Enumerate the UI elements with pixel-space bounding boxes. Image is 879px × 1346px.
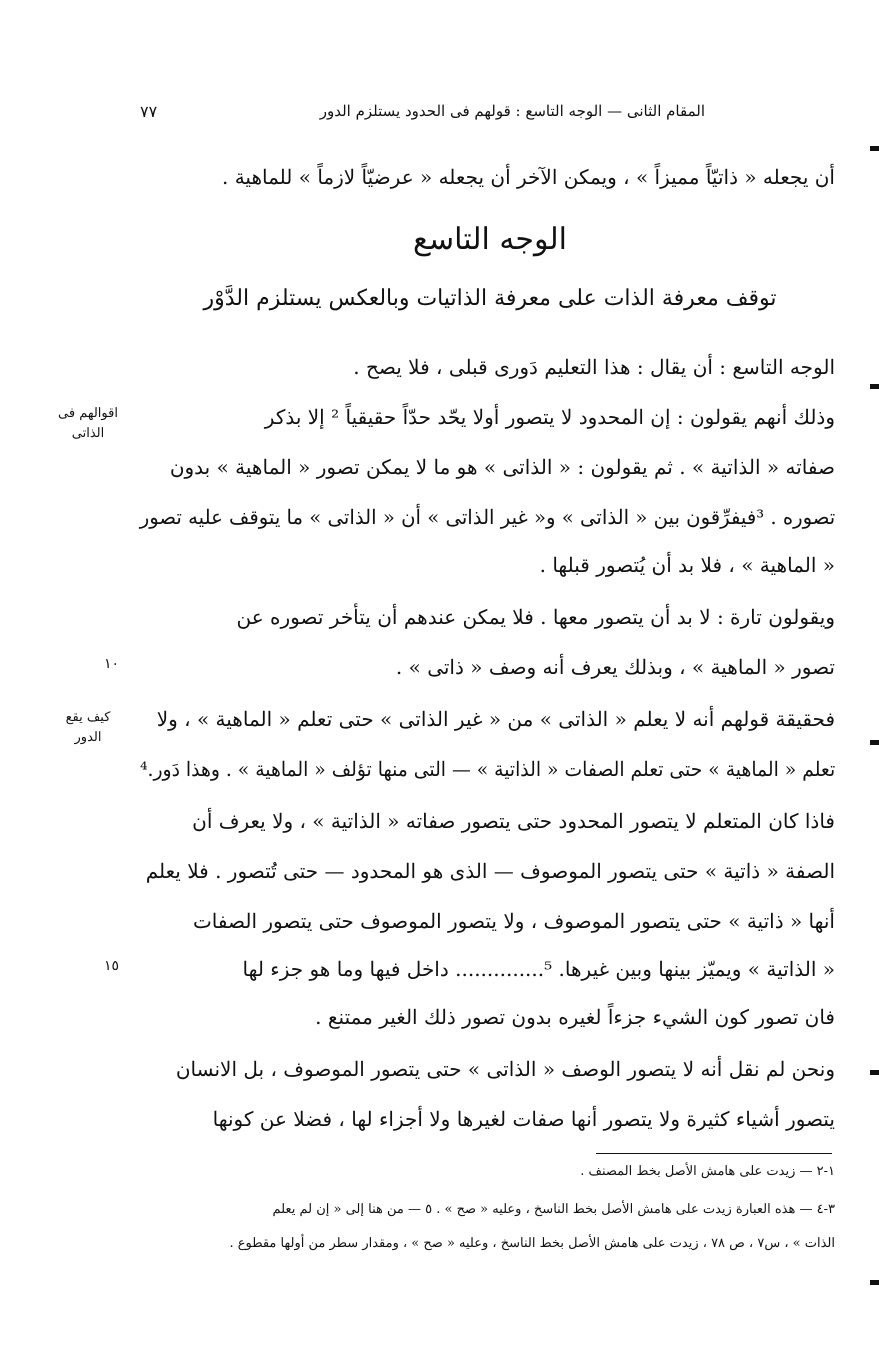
opening-line: أن يجعله « ذاتيّاً مميزاً » ، ويمكن الآخر أن يجعله « عرضيّاً لازماً » للماهية .: [221, 165, 835, 189]
running-title: المقام الثانى — الوجه التاسع : قولهم فى الحدود يستلزم الدور: [319, 102, 705, 120]
page-number: ٧٧: [140, 101, 158, 121]
body-line: أنها « ذاتية » حتى يتصور الموصوف ، ولا يتصور الموصوف حتى يتصور الصفات: [192, 909, 835, 933]
margin-note-aqwaluhum: اقوالهم فى الذاتى: [58, 406, 118, 441]
body-line: « الذاتية » ويميّز بينها وبين غيرها. ⁵.............. داخل فيها وما هو جزء لها: [242, 957, 835, 981]
body-line: يتصور أشياء كثيرة ولا يتصور أنها صفات لغيرها ولا أجزاء لها ، فضلا عن كونها: [212, 1107, 835, 1131]
footnote: ٣-٤ — هذه العبارة زيدت على هامش الأصل بخط الناسخ ، وعليه « صح » . ٥ — من هنا إلى « إن لم يعلم: [272, 1202, 835, 1217]
body-line: فاذا كان المتعلم لا يتصور المحدود حتى يتصور صفاته « الذاتية » ، ولا يعرف أن: [192, 809, 835, 833]
body-line: تصور « الماهية » ، وبذلك يعرف أنه وصف « ذاتى » .: [395, 655, 835, 679]
scan-edge-mark: [870, 1070, 879, 1075]
scan-edge-mark: [870, 740, 879, 745]
scan-edge-mark: [870, 384, 879, 389]
line-number-10: ١٠: [104, 656, 120, 672]
scan-edge-mark: [870, 1280, 879, 1285]
body-line: الصفة « ذاتية » حتى يتصور الموصوف — الذى هو المحدود — حتى تُتصور . فلا يعلم: [145, 859, 835, 883]
footnote: الذات » ، س٧ ، ص ٧٨ ، زيدت على هامش الأصل بخط الناسخ ، وعليه « صح » ، ومقدار سطر من أولها مقطوع .: [229, 1236, 835, 1251]
body-line: ونحن لم نقل أنه لا يتصور الوصف « الذاتى » حتى يتصور الموصوف ، بل الانسان: [175, 1057, 835, 1081]
body-line: وذلك أنهم يقولون : إن المحدود لا يتصور أولا يحّد حدّاً حقيقياً ² إلا بذكر: [264, 405, 835, 429]
margin-note-kayfa-yaqa: كيف يقع الدور: [65, 710, 111, 745]
running-header: [140, 96, 705, 126]
body-line: تصوره . ³فيفرِّقون بين « الذاتى » و« غير الذاتى » أن « الذاتى » ما يتوقف عليه تصور: [139, 505, 835, 529]
section-subtitle: توقف معرفة الذات على معرفة الذاتيات وبالعكس يستلزم الدَّوْر: [203, 286, 777, 311]
body-line: « الماهية » ، فلا بد أن يُتصور قبلها .: [539, 553, 835, 577]
body-line: فحقيقة قولهم أنه لا يعلم « الذاتى » من « غير الذاتى » حتى تعلم « الماهية » ، ولا: [156, 707, 835, 731]
line-number-15: ١٥: [104, 958, 120, 974]
scan-edge-mark: [870, 146, 879, 151]
body-line: فان تصور كون الشيء جزءاً لغيره بدون تصور ذلك الغير ممتنع .: [315, 1005, 835, 1029]
body-line: ويقولون تارة : لا بد أن يتصور معها . فلا يمكن عندهم أن يتأخر تصوره عن: [236, 605, 835, 629]
body-line: صفاته « الذاتية » . ثم يقولون : « الذاتى » هو ما لا يمكن تصور « الماهية » بدون: [169, 455, 835, 479]
body-line: تعلم « الماهية » حتى تعلم الصفات « الذاتية » — التى منها تؤلف « الماهية » . وهذا دَور.⁴: [139, 757, 835, 781]
body-line: الوجه التاسع : أن يقال : هذا التعليم دَورى قبلى ، فلا يصح .: [353, 355, 835, 379]
footnote-divider: [596, 1153, 832, 1154]
section-title: الوجه التاسع: [413, 222, 567, 257]
footnote: ١-٢ — زيدت على هامش الأصل بخط المصنف .: [580, 1164, 835, 1179]
